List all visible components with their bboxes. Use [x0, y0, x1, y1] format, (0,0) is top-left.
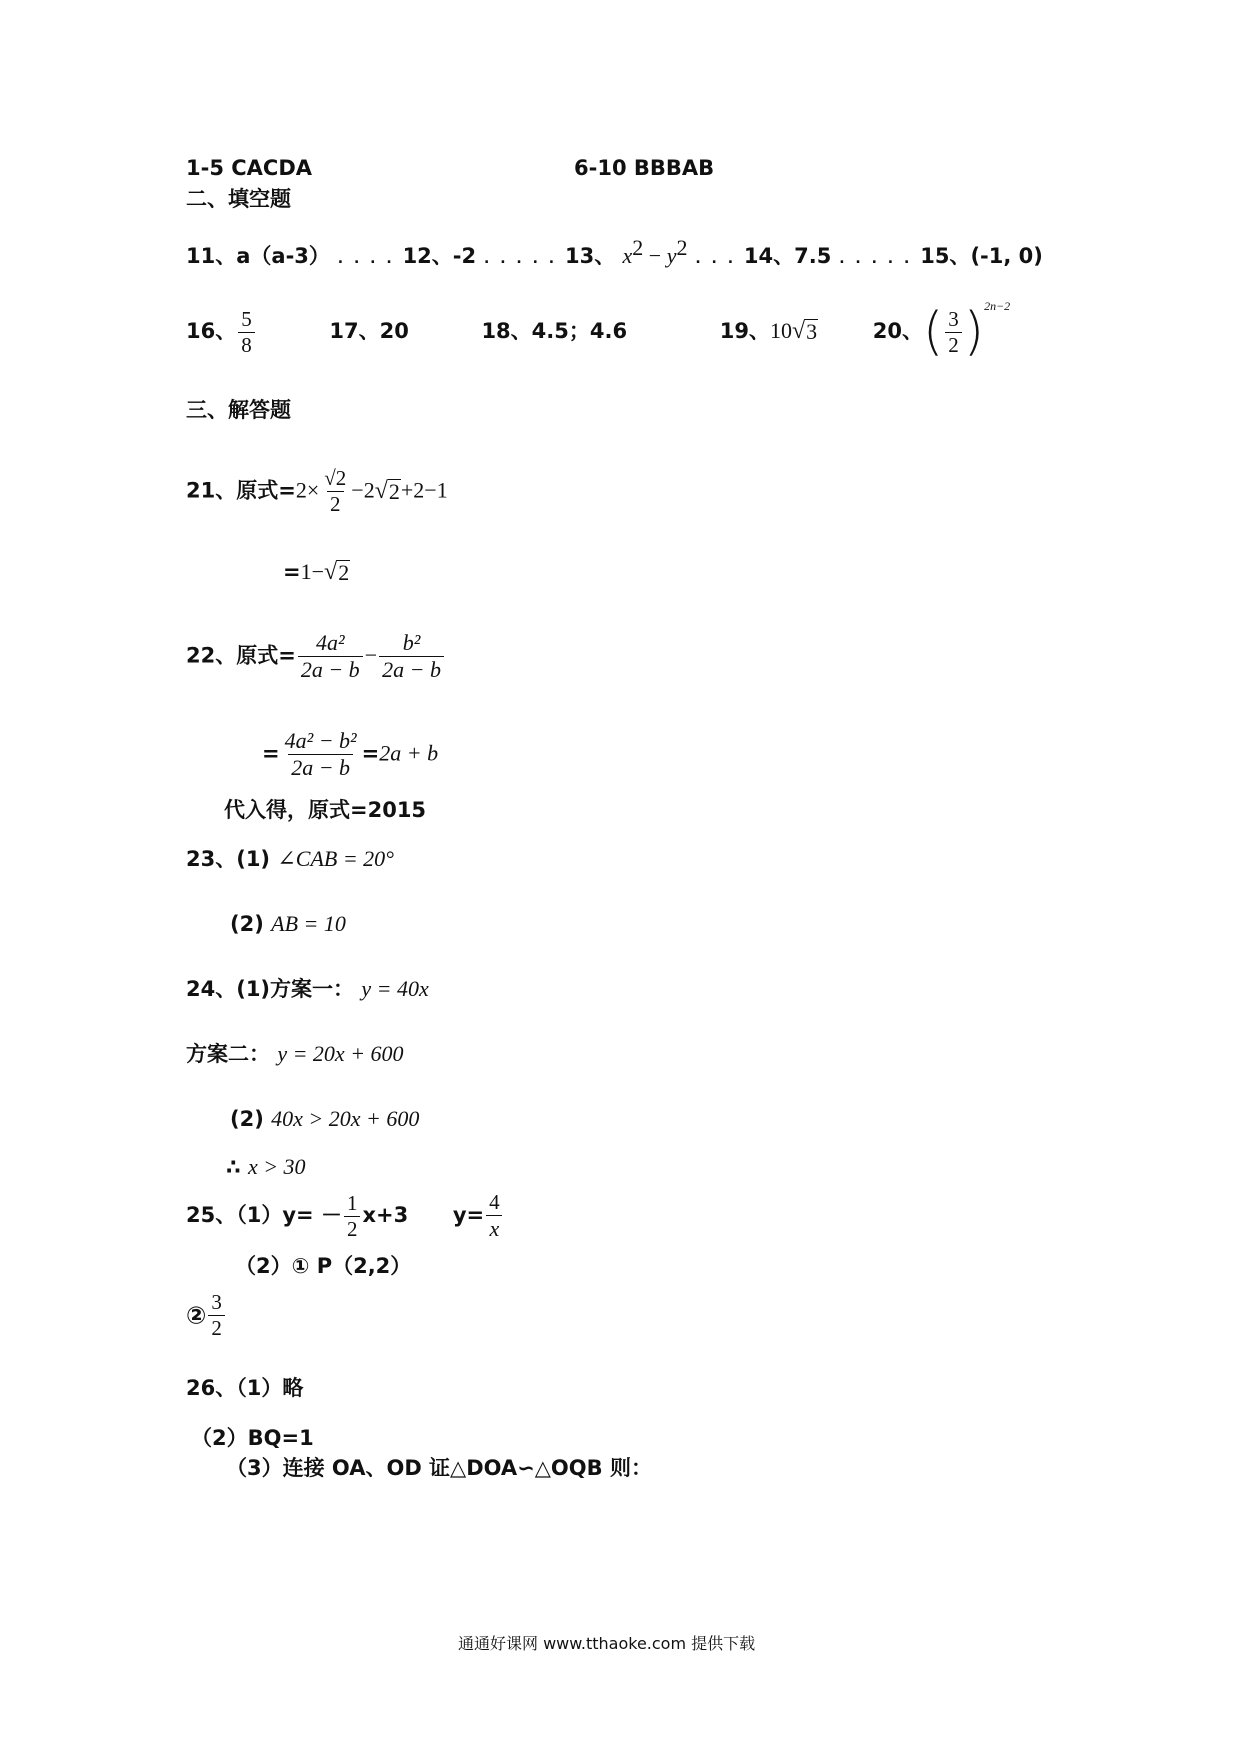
- q22-label: 22、原式=: [186, 643, 296, 668]
- q22-minus: −: [364, 642, 378, 668]
- q24-p2: y = 20x + 600: [277, 1041, 404, 1066]
- q22-line2: [262, 730, 438, 779]
- q22-result: 2a + b: [379, 740, 439, 766]
- q25-tail: x+3: [362, 1203, 409, 1227]
- q13-exp2: 2: [676, 235, 688, 260]
- q24-p4: x > 30: [247, 1154, 306, 1179]
- q21-line2: [283, 560, 350, 584]
- q25-y2: y=: [452, 1203, 485, 1227]
- q14-num: 14、: [743, 244, 795, 268]
- q19-num: 19、: [719, 319, 770, 343]
- section2-title: 二、填空题: [186, 187, 291, 211]
- q26-part2: （2）BQ=1: [191, 1426, 314, 1450]
- q15-ans: (-1, 0): [970, 244, 1043, 268]
- q11-num: 11、: [186, 244, 237, 268]
- circled-2: ②: [186, 1301, 207, 1330]
- q26-part3: （3）连接 OA、OD 证△DOA∽△OQB 则：: [226, 1456, 652, 1480]
- q24-p3: 40x > 20x + 600: [271, 1106, 420, 1131]
- q21-fraction: $\frac{√2}{2}$: [324, 466, 347, 516]
- q23-part1: [186, 848, 394, 870]
- q22-frac3: $\frac{\text{4a² − b²}}{2a - b}$: [284, 728, 357, 780]
- q24-p1-label: 24、(1)方案一：: [186, 977, 355, 1001]
- q25-part1: [186, 1192, 505, 1240]
- q21-term3: +2−1: [400, 477, 448, 503]
- row-q16-q20: 16、 $\frac{5}{8}$ 17、20 18、4.5；4.6 19、10 √ 3 20、( $\frac{3}{2}$ )$^{2n-2}$: [186, 299, 1011, 362]
- q22-eq2: =: [361, 741, 380, 766]
- section3-title: 三、解答题: [186, 398, 291, 422]
- q12-num: 12、: [402, 244, 453, 268]
- q25-part2-b: [186, 1292, 227, 1339]
- q21-sqrt: √ 2: [374, 477, 400, 504]
- q26-part1: 26、（1）略: [186, 1376, 304, 1400]
- q21-term2: −2: [351, 477, 375, 503]
- q20-num: 20、: [872, 319, 923, 343]
- q16-fraction: $\frac{5}{8}$: [238, 309, 255, 356]
- q13-exp: 2: [632, 235, 644, 260]
- q20-fraction: $\frac{3}{2}$: [945, 309, 962, 356]
- q13-num: 13、: [564, 244, 616, 268]
- q24-p3-label: (2): [230, 1107, 264, 1131]
- q19-coef: 10: [769, 318, 792, 343]
- q24-p2-label: 方案二：: [186, 1042, 270, 1066]
- q17: 17、20: [329, 319, 409, 343]
- q20-exp: 2n−2: [984, 299, 1011, 313]
- q22-line1: [186, 632, 446, 681]
- answers-1-5: 1-5 CACDA: [186, 156, 313, 180]
- row-q11-q15: 11、a（a-3） . . . . 12、-2 . . . . . 13、 $x^2 - y^2$ . . . 14、7.5 . . . . . 15、(-1, 0): [186, 235, 1043, 268]
- q22-frac1: $\frac{\text{4a²}}{2a - b}$: [298, 632, 363, 681]
- q22-substitute: 代入得，原式=2015: [224, 798, 427, 822]
- q21-label: 21、原式=: [186, 478, 296, 503]
- q22-eq: =: [262, 741, 280, 766]
- q23-p2: AB = 10: [271, 911, 346, 936]
- q11-ans: a（a-3）: [236, 244, 330, 268]
- q21-line1: [186, 468, 448, 515]
- q15-num: 15、: [920, 244, 971, 268]
- q25-label: 25、（1）y=: [186, 1203, 314, 1227]
- q24-conclusion: [226, 1156, 306, 1178]
- q25-frac1: $\frac{1}{2}$: [344, 1193, 361, 1240]
- q23-part2: [230, 913, 346, 935]
- q25-frac2: $\frac{4}{x}$: [486, 1192, 503, 1240]
- q24-part2: [230, 1108, 419, 1130]
- footer-watermark: 通通好课网 www.tthaoke.com 提供下载: [458, 1634, 756, 1653]
- q24-part1: [186, 978, 429, 1000]
- q25-frac3: $\frac{3}{2}$: [208, 1292, 225, 1339]
- q16-num: 16、: [186, 319, 237, 343]
- q21-term1: 2×: [295, 477, 320, 503]
- q25-minus: －: [320, 1203, 342, 1227]
- q24-p1: y = 40x: [361, 976, 429, 1001]
- q22-frac2: $\frac{\text{b²}}{2a - b}$: [379, 632, 444, 681]
- answers-6-10: 6-10 BBBAB: [574, 156, 715, 180]
- q21-res-sqrt: √ 2: [324, 559, 350, 585]
- therefore-symbol: ∴: [226, 1155, 241, 1179]
- q24-plan2: [186, 1043, 404, 1065]
- q19-sqrt: √ 3: [791, 318, 818, 344]
- q13-y: y: [666, 243, 677, 268]
- q23-p1-label: 23、(1): [186, 847, 271, 871]
- q21-eq: =: [283, 560, 301, 584]
- q25-part2: （2）① P（2,2）: [235, 1254, 412, 1278]
- q23-p2-label: (2): [230, 912, 264, 936]
- q14-ans: 7.5: [794, 244, 832, 268]
- q18: 18、4.5；4.6: [481, 319, 628, 343]
- q13-x: x: [622, 243, 633, 268]
- q21-res: 1−: [300, 559, 325, 584]
- q13-op: −: [643, 243, 667, 268]
- q23-p1: ∠CAB = 20°: [277, 846, 394, 871]
- q12-ans: -2: [452, 244, 477, 268]
